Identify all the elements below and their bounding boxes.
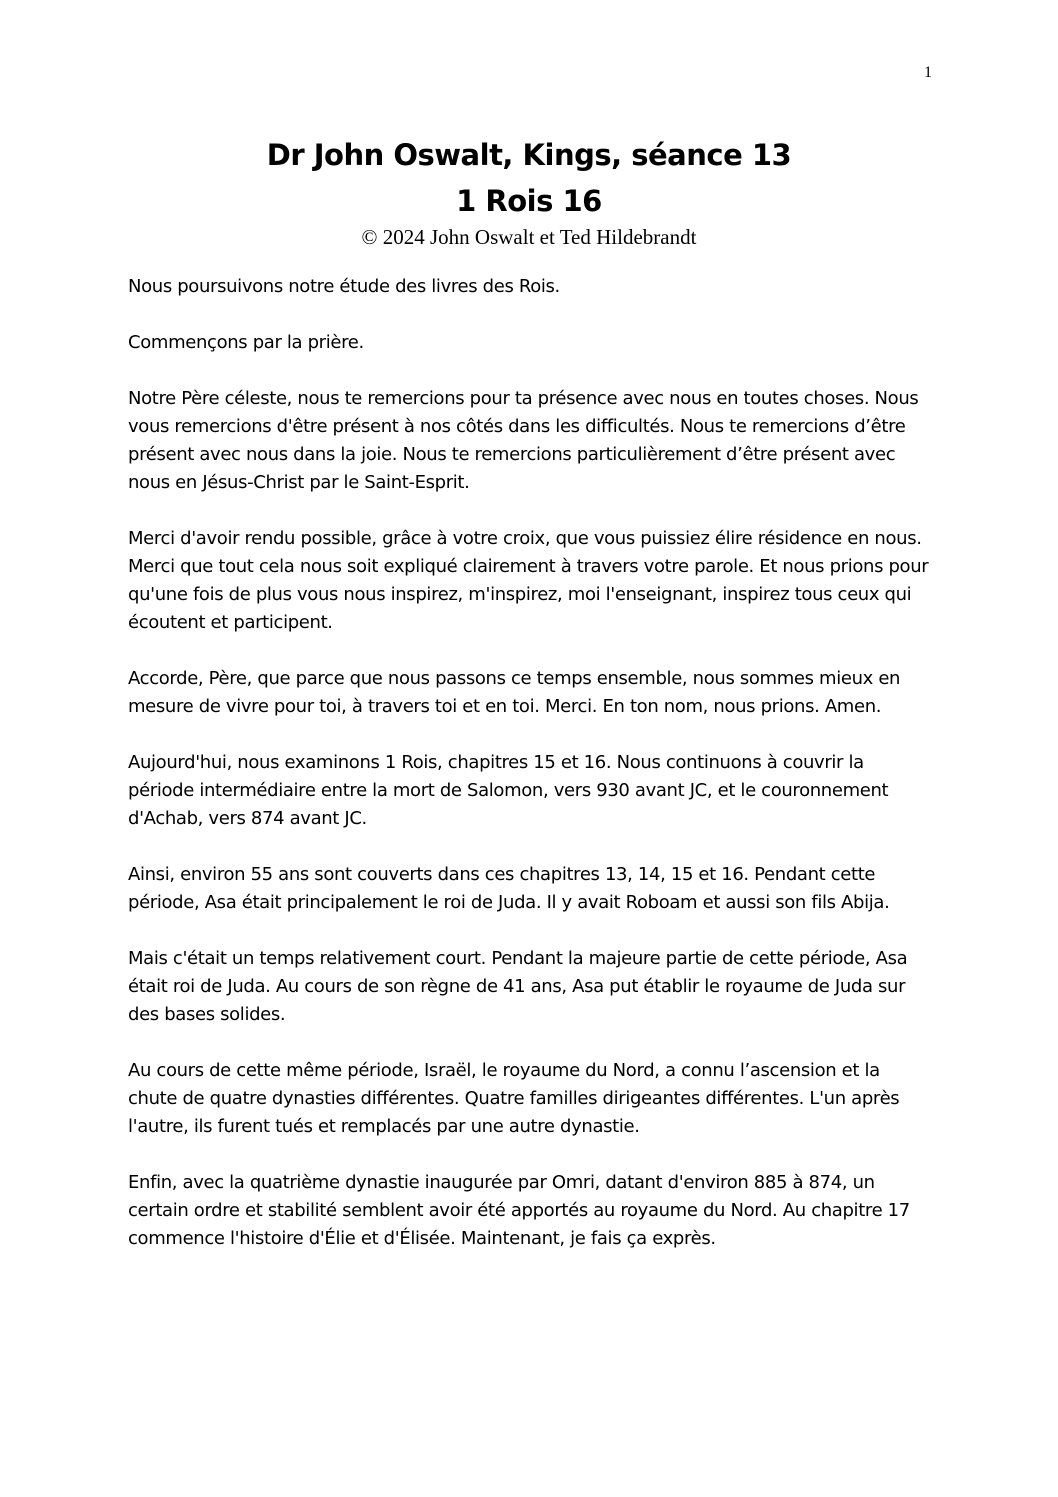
document-title: Dr John Oswalt, Kings, séance 13 [266, 138, 792, 172]
document-subtitle: 1 Rois 16 [456, 184, 602, 218]
paragraph: Au cours de cette même période, Israël, le royaume du Nord, a connu l’ascension et la chute de quatre dynasties différentes. Quatre familles dirigeantes différentes. L'un après l'autre, ils furent tués et remplacés par une autre dynastie. [128, 1060, 900, 1137]
paragraph: Accorde, Père, que parce que nous passons ce temps ensemble, nous sommes mieux en mesure de vivre pour toi, à travers toi et en toi. Merci. En ton nom, nous prions. Amen. [128, 668, 901, 717]
paragraph: Ainsi, environ 55 ans sont couverts dans ces chapitres 13, 14, 15 et 16. Pendant cette période, Asa était principalement le roi de Juda. Il y avait Roboam et aussi son fils Abija. [128, 864, 890, 913]
paragraph: Notre Père céleste, nous te remercions pour ta présence avec nous en toutes choses. Nous vous remercions d'être présent à nos côtés dans les difficultés. Nous te remercions d’être présent avec nous dans la joie. Nous te remercions particulièrement d’être présent avec nous en Jésus-Christ par le Saint-Esprit. [128, 388, 919, 493]
paragraph: Nous poursuivons notre étude des livres des Rois. [128, 276, 560, 297]
page-number: 1 [924, 64, 932, 81]
paragraph: Mais c'était un temps relativement court. Pendant la majeure partie de cette période, Asa était roi de Juda. Au cours de son règne de 41 ans, Asa put établir le royaume de Juda sur des bases solides. [128, 948, 908, 1025]
paragraph: Aujourd'hui, nous examinons 1 Rois, chapitres 15 et 16. Nous continuons à couvrir la période intermédiaire entre la mort de Salomon, vers 930 avant JC, et le couronnement d'Achab, vers 874 avant JC. [128, 752, 889, 829]
copyright-notice: © 2024 John Oswalt et Ted Hildebrandt [361, 225, 697, 249]
document-body [128, 273, 933, 1281]
document-header [0, 132, 1058, 250]
paragraph: Commençons par la prière. [128, 332, 364, 353]
paragraph: Merci d'avoir rendu possible, grâce à votre croix, que vous puissiez élire résidence en nous. Merci que tout cela nous soit expliqué clairement à travers votre parole. Et nous prions pour qu'une fois de plus vous nous inspirez, m'inspirez, moi l'enseignant, inspirez tous ceux qui écoutent et participent. [128, 528, 929, 633]
paragraph: Enfin, avec la quatrième dynastie inaugurée par Omri, datant d'environ 885 à 874, un certain ordre et stabilité semblent avoir été apportés au royaume du Nord. Au chapitre 17 commence l'histoire d'Élie et d'Élisée. Maintenant, je fais ça exprès. [128, 1172, 910, 1249]
